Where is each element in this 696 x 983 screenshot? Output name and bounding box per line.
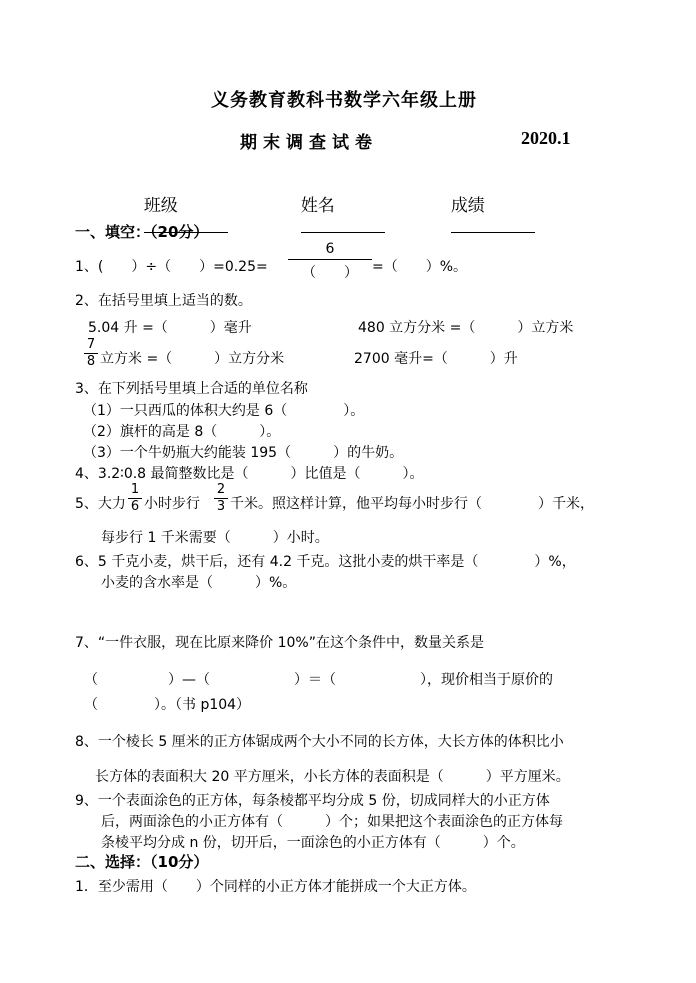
exam-subtitle: 期末调查试卷 [240,133,378,153]
q3-b: （2）旗杆的高是 8（ ）。 [83,424,281,440]
q7-line-2: （ ）—（ ）＝（ ），现价相当于原价的 [84,672,553,688]
section1-heading: 一、填空：（20分） [75,223,209,241]
q9-line-1: 9、一个表面涂色的正方体，每条棱都平均分成 5 份，切成同样大的小正方体 [75,793,550,809]
q8-line-1: 8、一个棱长 5 厘米的正方体锯成两个大小不同的长方体，大长方体的体积比小 [75,734,564,750]
q7-line-3: （ ）。（书 p104） [84,697,251,713]
exam-title: 义务教育教科书数学六年级上册 [211,90,477,111]
q5-part-a: 5、大力 [75,496,126,512]
s2-q1: 1．至少需用（ ）个同样的小正方体才能拼成一个大正方体。 [75,879,476,895]
q1-fraction [288,241,372,282]
q2-c-numerator: 7 [86,337,96,352]
q1-left: 1、( ）÷（ ）=0.25= [75,259,268,275]
q5-f1-denominator: 6 [130,499,140,514]
q2-b: 480 立方分米 =（ ）立方米 [358,320,574,336]
score-label: 成绩 [450,196,485,216]
section2-heading: 二、选择：（10分） [75,853,209,871]
q5-fraction-1 [128,483,142,514]
name-label: 姓名 [300,196,335,216]
q6-line-1: 6、5 千克小麦，烘干后，还有 4.2 千克。这批小麦的烘干率是（ ）%， [75,554,576,570]
q3-text: 3、在下列括号里填上合适的单位名称 [75,381,308,397]
q2-text: 2、在括号里填上适当的数。 [75,293,252,309]
exam-year: 2020.1 [521,128,571,148]
score-field [440,171,535,238]
q5-part-b: 小时步行 [144,496,200,512]
q1-fraction-numerator: 6 [325,241,335,257]
q1-fraction-denominator: （ ） [302,265,358,281]
q2-c-denominator: 8 [86,354,96,369]
q6-line-2: 小麦的含水率是（ ）%。 [101,575,297,591]
class-label: 班级 [143,196,178,216]
q2-c: 立方米 =（ ）立方分米 [100,351,285,367]
name-blank [301,216,385,233]
q1-right: =（ ）%。 [372,259,468,275]
q3-c: （3）一个牛奶瓶大约能装 195（ ）的牛奶。 [83,445,404,461]
q7-line-1: 7、“一件衣服，现在比原来降价 10%”在这个条件中，数量关系是 [75,635,484,651]
q5-f2-denominator: 3 [216,499,226,514]
q9-line-2: 后，两面涂色的小正方体有（ ）个；如果把这个表面涂色的正方体每 [101,814,563,830]
q5-f2-numerator: 2 [216,482,226,497]
q5-f1-numerator: 1 [130,482,140,497]
q2-d: 2700 毫升=（ ）升 [354,351,518,367]
q3-a: （1）一只西瓜的体积大约是 6（ ）。 [83,403,365,419]
q5-part-c: 千米。照这样计算，他平均每小时步行（ ）千米， [230,496,594,512]
q1-fraction-bar [288,259,372,260]
name-field [290,171,385,238]
q4-text: 4、3.2∶0.8 最简整数比是（ ）比值是（ ）。 [75,466,424,482]
q5-fraction-2 [214,483,228,514]
q9-line-3: 条棱平均分成 n 份，切开后，一面涂色的小正方体有（ ）个。 [101,835,525,851]
q2-a: 5.04 升 =（ ）毫升 [88,320,252,336]
q5-part-d: 每步行 1 千米需要（ ）小时。 [101,530,329,546]
q8-line-2: 长方体的表面积大 20 平方厘米，小长方体的表面积是（ ）平方厘米。 [95,769,570,785]
q2-c-fraction [84,338,98,369]
score-blank [451,216,535,233]
